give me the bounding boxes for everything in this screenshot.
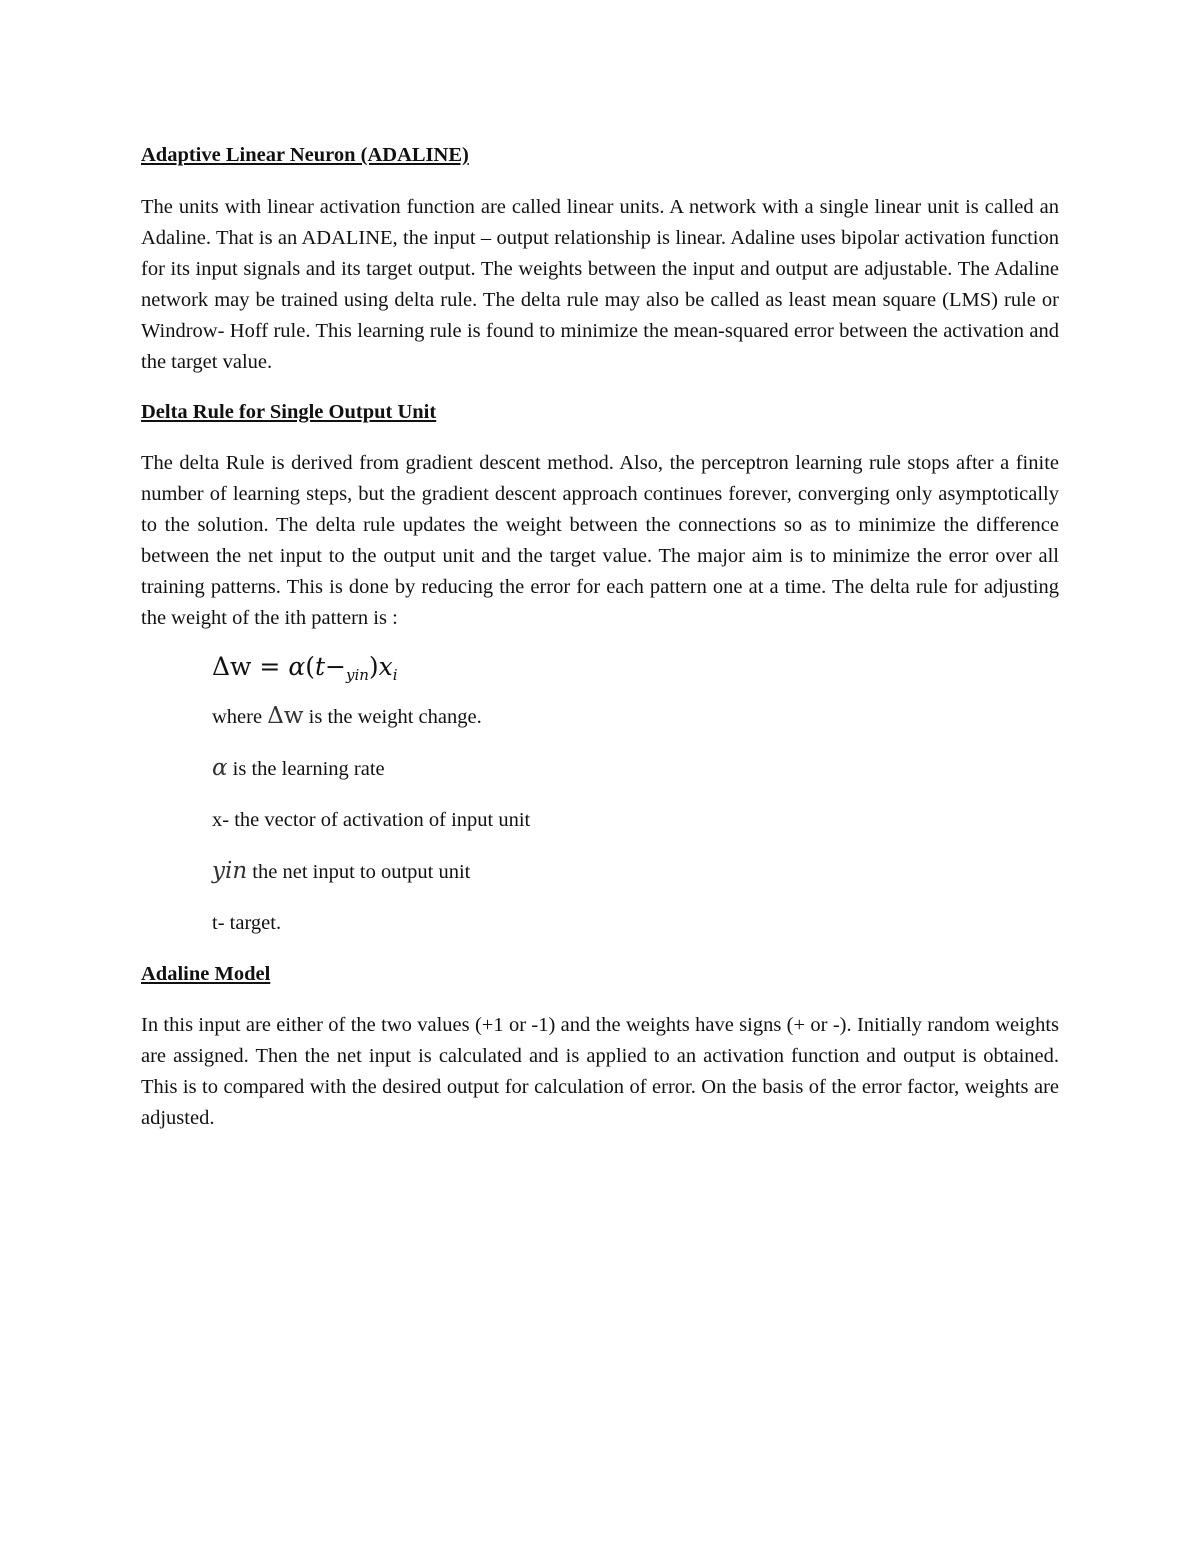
formula-close-paren: ) — [368, 652, 379, 681]
paragraph-adaline-model: In this input are either of the two values (+1 or -1) and the weights have signs (+ or -). Initially random weights are assigned. Then the net input is calculated and is applied to an activation function and output is obtained. This is to compared with the desired output for calculation of error. On the basis of the error factor, weights are adjusted. — [141, 1014, 1059, 1129]
formula-t: t — [314, 652, 326, 681]
formula-x: x — [378, 652, 393, 681]
paragraph-adaline-intro: The units with linear activation function are called linear units. A network with a single linear unit is called an Adaline. That is an ADALINE, the input – output relationship is linear. Adaline uses bipolar activation function for its input signals and its target output. The weights between the input and output are adjustable. The Adaline network may be trained using delta rule. The delta rule may also be called as least mean square (LMS) rule or Windrow- Hoff rule. This learning rule is found to minimize the mean-squared error between the activation and the target value. — [141, 196, 1059, 373]
delta-rule-formula — [212, 650, 1059, 684]
section-heading-adaline-model: Adaline Model — [141, 963, 271, 985]
section-heading-delta-rule: Delta Rule for Single Output Unit — [141, 401, 437, 423]
formula-yin: yin — [345, 666, 369, 684]
formula-open-paren: ( — [305, 652, 315, 681]
formula-equals: = — [259, 652, 281, 681]
definition-t: t- target. — [212, 912, 282, 934]
document-page — [141, 140, 1059, 1134]
delta-w-symbol: Δw — [267, 703, 304, 729]
definition-yin: yin the net input to output unit — [212, 858, 471, 884]
paragraph-delta-rule: The delta Rule is derived from gradient descent method. Also, the perceptron learning rule stops after a finite number of learning steps, but the gradient descent approach continues forever, converging only asymptotically to the solution. The delta rule updates the weight between the connections so as to minimize the difference between the net input to the output unit and the target value. The major aim is to minimize the error over all training patterns. This is done by reducing the error for each pattern one at a time. The delta rule for adjusting the weight of the ith pattern is : — [141, 452, 1059, 629]
definition-x: x- the vector of activation of input unit — [212, 809, 531, 831]
formula-alpha: α — [288, 652, 306, 681]
formula-minus: − — [325, 652, 346, 681]
definition-delta-w: where Δw is the weight change. — [212, 703, 482, 729]
yin-symbol: yin — [212, 858, 248, 884]
formula-lhs: Δw — [212, 652, 252, 681]
definition-alpha: α is the learning rate — [212, 755, 385, 781]
section-heading-adaline: Adaptive Linear Neuron (ADALINE) — [141, 144, 469, 166]
formula-x-sub: i — [392, 666, 398, 684]
formula-block — [212, 650, 1059, 937]
alpha-symbol: α — [212, 755, 228, 781]
